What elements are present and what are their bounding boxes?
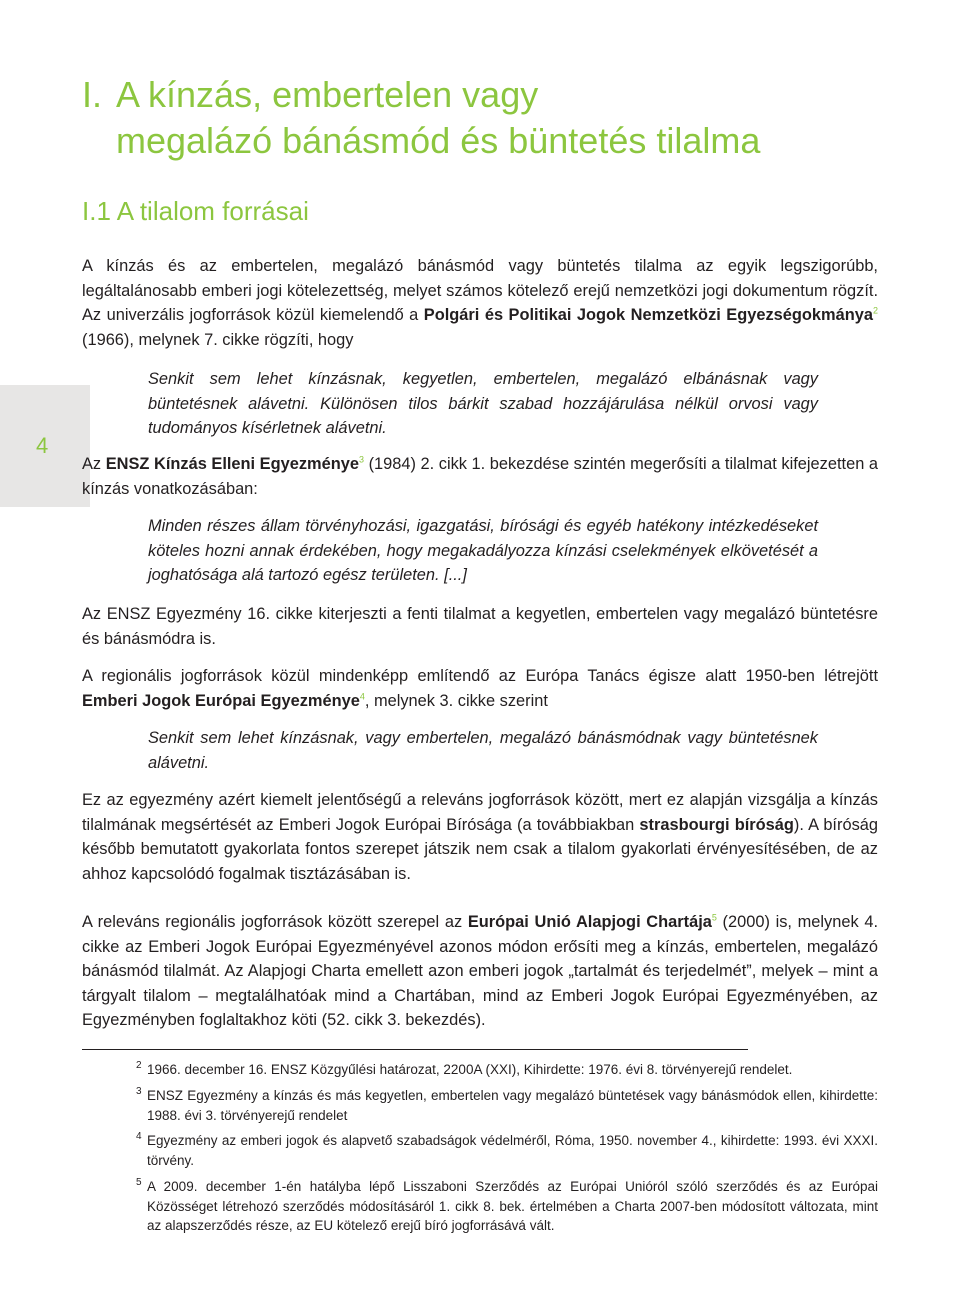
footnote-ref-3[interactable]: 3 [358, 454, 364, 465]
paragraph-2-bold: ENSZ Kínzás Elleni Egyezménye [105, 455, 359, 473]
paragraph-4 [82, 664, 878, 713]
footnote-3-number: 3 [136, 1086, 142, 1097]
footnote-5-text: A 2009. december 1-én hatályba lépő Lisszaboni Szerződés az Európai Unióról szóló szerződés és az Európai Közösséget létrehozó szerződés módosításáról 1. cikk 8. bek. értelmében a Charta 2007-ben módosított változata, mint az alapszerződés része, az EU kötelező erejű bíró jogforrásává vált. [147, 1179, 878, 1233]
paragraph-4-pre: A regionális jogforrások közül mindenképp említendő az Európa Tanács égisze alatt 1950-ben létrejött [82, 667, 878, 685]
chapter-title-line1: A kínzás, embertelen vagy [116, 74, 539, 115]
paragraph-5-bold: strasbourgi bíróság [639, 815, 794, 834]
footnote-4 [136, 1131, 878, 1170]
paragraph-5 [82, 788, 878, 886]
page-number: 4 [36, 433, 49, 458]
footnote-divider [82, 1049, 748, 1050]
footnote-2-number: 2 [136, 1060, 142, 1071]
chapter-title-line2: megalázó bánásmód és büntetés tilalma [116, 120, 761, 161]
paragraph-2 [82, 452, 878, 501]
section-title: I.1 A tilalom forrásai [82, 196, 309, 226]
paragraph-5-pre: Ez az egyezmény azért kiemelt jelentőségű a releváns jogforrások között, mert ez alapján vizsgálja a kínzás tilalmának megsértését az Emberi Jogok Európai Bírósága (a továbbiakban [82, 791, 878, 834]
paragraph-6 [82, 910, 878, 1033]
footnote-4-text: Egyezmény az emberi jogok és alapvető szabadságok védelméről, Róma, 1950. november 4., kihirdette: 1993. évi XXXI. törvény. [147, 1133, 878, 1168]
paragraph-4-tail: , melynek 3. cikke szerint [364, 691, 548, 710]
paragraph-1-text: A kínzás és az embertelen, megalázó bánásmód vagy büntetés tilalma az egyik legszigorúbb, legáltalánosabb emberi jogi kötelezettség, melyet számos kötelező erejű nemzetközi jogi dokumentum rögzít. Az univerzális jogforrások közül kiemelendő a [82, 257, 878, 324]
quote-1: Senkit sem lehet kínzásnak, kegyetlen, embertelen, megalázó elbánásnak vagy büntetésnek alávetni. Különösen tilos bárkit szabad hozzájárulása nélkül orvosi vagy tudományos kísérletnek alávetni. [148, 370, 818, 437]
footnote-2-text: 1966. december 16. ENSZ Közgyűlési határozat, 2200A (XXI), Kihirdette: 1976. évi 8. törvényerejű rendelet. [147, 1062, 793, 1077]
paragraph-1-bold: Polgári és Politikai Jogok Nemzetközi Egyezségokmánya [423, 306, 873, 324]
footnote-4-number: 4 [136, 1131, 142, 1142]
footnote-3-text: ENSZ Egyezmény a kínzás és más kegyetlen, embertelen vagy megalázó büntetések vagy bánásmódok ellen, kihirdette: 1988. évi 3. törvényerejű rendelet [147, 1088, 878, 1123]
footnote-5 [136, 1177, 878, 1236]
paragraph-6-tail: (2000) is, melynek 4. cikke az Emberi Jogok Európai Egyezményével azonos módon erősíti meg a kínzás, embertelen, megalázó bánásmód tilalmát. Az Alapjogi Charta emellett azon emberi jogok „tartalmát és terjedelmét”, melyek – mint a tárgyalt tilalom – megtalálhatóak mind a Chartában, mind az Emberi Jogok Európai Egyezményében, az Egyezményben foglaltakhoz köti (52. cikk 3. bekezdés). [82, 913, 878, 1029]
paragraph-4-bold: Emberi Jogok Európai Egyezménye [82, 691, 360, 710]
footnote-2 [136, 1060, 878, 1080]
paragraph-6-bold: Európai Unió Alapjogi Chartája [467, 913, 712, 931]
quote-3: Senkit sem lehet kínzásnak, vagy embertelen, megalázó bánásmódnak vagy büntetésnek alávetni. [148, 729, 818, 772]
paragraph-1 [82, 254, 878, 352]
paragraph-5-tail: ). A bíróság később bemutatott gyakorlata fontos szerepet játszik nem csak a tilalom gyakorlati érvényesítésében, de az ahhoz kapcsolódó fogalmak tisztázásában is. [82, 815, 878, 883]
paragraph-2-pre: Az [82, 455, 106, 473]
quote-2: Minden részes állam törvényhozási, igazgatási, bírósági és egyéb hatékony intézkedéseket köteles hozni annak érdekében, hogy megakadályozza kínzási cselekmények elkövetését a joghatósága alá tartozó egész területen. [...] [148, 517, 818, 584]
footnote-ref-5[interactable]: 5 [711, 912, 717, 923]
paragraph-1-tail: (1966), melynek 7. cikke rögzíti, hogy [82, 330, 354, 349]
footnote-ref-2[interactable]: 2 [872, 305, 878, 316]
chapter-number: I. [82, 74, 103, 115]
footnote-3 [136, 1086, 878, 1125]
paragraph-2-tail: (1984) 2. cikk 1. bekezdése szintén megerősíti a tilalmat kifejezetten a kínzás vonatkozásában: [82, 455, 878, 498]
paragraph-6-pre: A releváns regionális jogforrások között szerepel az [82, 913, 468, 931]
footnote-ref-4[interactable]: 4 [359, 691, 365, 702]
footnote-5-number: 5 [136, 1177, 142, 1188]
paragraph-3: Az ENSZ Egyezmény 16. cikke kiterjeszti a fenti tilalmat a kegyetlen, embertelen vagy megalázó büntetésre és bánásmódra is. [82, 605, 878, 648]
chapter-title [82, 72, 902, 164]
